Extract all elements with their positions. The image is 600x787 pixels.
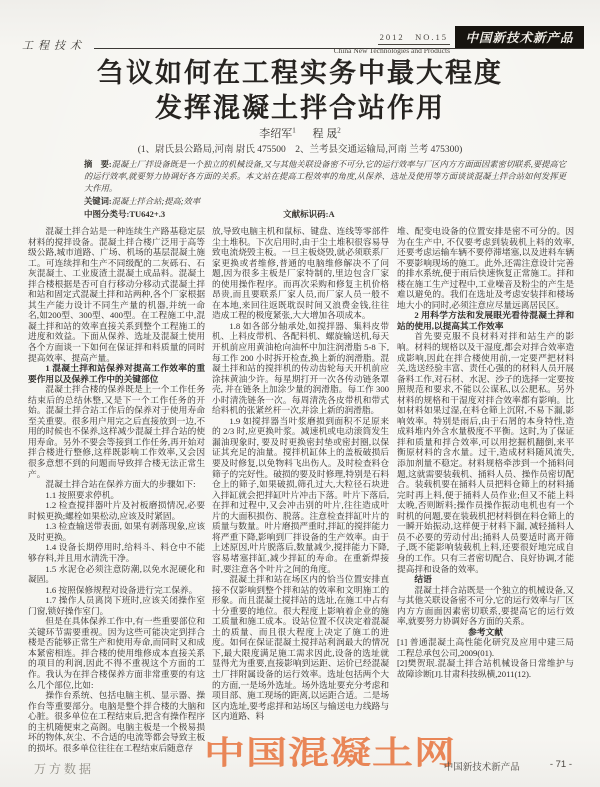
list-item-1-4: 1.4 设备长期停用时,给料斗、料仓中不能够存料,并且用水清洗干净。 <box>28 542 205 563</box>
list-item-1-3: 1.3 检查输送带表面, 如果有剥落现象,应该及时更换。 <box>28 521 205 542</box>
page-number: - 71 - <box>549 759 572 770</box>
affiliation-line: (1、尉氏县公路局,河南 尉氏 475500 2、兰考县交通运输局,河南 兰考 475300) <box>137 145 463 155</box>
body-column-2 <box>212 226 389 768</box>
issue-number: 2012 NO.15 <box>378 31 450 45</box>
clc-value: TU642+.3 <box>129 208 166 219</box>
authors-line <box>0 125 600 141</box>
issue-block <box>250 27 450 55</box>
article-title-line1: 刍议如何在工程实务中最大程度 <box>97 58 503 88</box>
list-item-1-7: 1.7 操作人员离岗下班时,应该关闭操作室门窗,锁好操作室门。 <box>28 595 205 616</box>
body-column-3 <box>397 226 574 768</box>
journal-name-badge: 中国新技术新产品 <box>455 26 584 48</box>
article-title-line2: 发挥混凝土拌合站作用 <box>155 93 445 123</box>
list-item-1-1: 1.1 按照要求停机。 <box>45 489 120 500</box>
conclusion-heading: 结语 <box>414 574 432 585</box>
clc-label: 中图分类号: <box>84 208 130 219</box>
author-2-superscript: 2 <box>337 126 341 135</box>
list-item-1-5: 1.5 水泥仓必须注意防潮,以免水泥硬化和凝固。 <box>28 563 205 585</box>
body-column-1 <box>28 226 205 768</box>
list-item-1-9: 1.9 如搅拌器当叶浆磨损到面积不足原来的 2/3 时,应更换叶浆。减速机或电动滚筒发生漏油现象时, 要及时更换密封垫或密封圈,以保证其充足的油量。搅拌机缸体上的盖板破损后要及时修复,以免物料飞出伤人。及时检查料仓筛子的完好性。破损的要及时修理,特别是石料仓上的筛子,如果破损,筛孔过大,大粒径石块进入拌缸就会把拌缸叶片冲击下落。叶片下落后,在拌和过程中,又会冲击别的叶片,往往造成叶片的大面积损伤、脱落。注意检查拌缸叶片的质量与数量。叶片磨损严重时,拌缸的搅拌能力将严重下降,影响到厂拌设备的生产效率。由于上述原因,叶片脱落后,数量减少,搅拌能力下降,容易堵塞拌缸,减少拌缸的寿命。在重新焊接时,要注意各个叶片之间的角度。 <box>212 415 389 574</box>
doc-code-label: 文献标识码: <box>283 208 329 219</box>
reference-item-2: [2]樊贺珉.混凝土拌合站机械设备日常维护与故障诊断[J].甘肃科技纵横,2011(12). <box>397 658 574 679</box>
author-1-superscript: 1 <box>292 126 296 135</box>
body-paragraph: 混凝土拌合站在保养方面大的步骤如下: <box>45 479 196 490</box>
keywords-label: 关键词: <box>84 196 112 206</box>
doc-code-value: A <box>328 208 335 219</box>
abstract-text: 混凝土厂拌设备既是一个独立的机械设备,又与其他关联设备密不可分,它的运行效率与厂区内方方面面因素密切联系,要提高它的运行效率,就要努力协调好各方面的关系。本文站在提高工程效率的角度,从保养、选址及使用等方面谈谈混凝土拌合站如何发挥更大作用。 <box>84 160 567 194</box>
journal-section-label: 工程技术 <box>22 40 86 52</box>
reference-item-1: [1] 普通混凝土高性能化研究及应用中建三局工程总承包公司,2009(01). <box>397 637 574 658</box>
keywords-line <box>84 196 566 208</box>
abstract-paragraph <box>84 159 566 196</box>
classification-line <box>84 208 566 221</box>
body-paragraph: 首先要克服不良材料对拌和站生产的影响。材料的规格以及干湿度,都会对拌合效率造成影响,因此在拌合楼使用前,一定要严把材料关,选送经验丰富、责任心强的的材料人员开展备料工作,对石材、水泥、沙子的选择一定要按照规范和要求,不能以公谋私,以公肥私。另外材料的规格和干湿度对拌合效率都有影响。比如材料如果过湿,在料仓筛上沉附,不易下漏,影响效率。特别是雨后,由于石屑的本身特性,造成料堆内外含水量极度不平衡。这时,为了保证拌和质量和拌合效率,可以用挖掘机翻倒,来平衡原材料的含水量。过干,造成材料随风流失,添加剂量不稳定。材料规格牵涉到一个捅料问题,这就需要装载机、捅料人员、操作员密切配合。装载机要在捅料人员把料仓筛上的材料捅完时再上料,便于捅料人员作业;但又不能上料太晚,否则断料;操作员操作振动电机也有一个时机的问题,要在装载机把材料倒在料仓筛上的一瞬开始振动,这样便于材料下漏, 减轻捅料人员不必要的劳动付出;捅料人员要适时离开筛子,既不能影响装载机上料,还要很好地完成自身的工作。只有三者密切配合、良好协调,才能提高拌和设备的效率。 <box>397 331 574 574</box>
list-item-1-8: 1.8 如各部分轴承处,如搅拌器、集料皮带机、上料皮带机、各配料机、螺旋输送机,每天开机前应用黄油枪向油杯中加注润滑脂 5-8 下,每工作 200 小时拆开检查,换上新的润滑脂。混凝土拌和站的搅拌机的传动齿轮每天开机前应涂抹黄油少许。每星期打开一次各传动链条罩壳, 并在链条上加涂少量的润滑脂。每工作 300 小时清洗链条一次。每周清洗各皮带机和带式给料机的张紧丝杆一次,并涂上新的润滑脂。 <box>212 320 389 416</box>
article-title <box>0 56 600 126</box>
abstract-block <box>84 159 566 221</box>
abstract-label: 摘 要: <box>84 160 112 169</box>
author-2-name: 程 晟 <box>312 128 338 140</box>
body-paragraph-continuation: 堆、配变电设备的位置安排是密不可分的。因为在生产中, 不仅要考虑到装载机上料的效率,还要考虑运输车辆不要停滞堵塞,以及进料车辆不要影响现场的施工。此外,还需注意设计完善的排水系统,便于雨后快速恢复正常施工。拌和楼在施工生产过程中,工业噪音及粉尘的产生是难以避免的。我们在选址及考虑安装拌和楼场地大小的同时,必须注意应尽量远离居民区。 <box>397 226 574 310</box>
body-paragraph-continuation: 放,导致电脑主机和鼠标、键盘、连线等零部件尘土堆积。下次启用时,由于尘土堆积很容易导致电流烧毁主板。一旦主板烧毁,就必须联系厂家更换或者维修,普通的电脑维修解决不了问题,因为很多主板是厂家特制的,里边包含厂家的使用操作程序。而再次采购和修复主机价格昂贵,而且要联系厂家人员,而厂家人员一般不在本地,来回往返既耽误时间又浪费金钱,往往造成工程的极度紧张,大大增加各项成本。 <box>212 226 389 321</box>
author-1-name: 李绍军 <box>259 128 293 140</box>
wanfang-data-mark: 万方数据 <box>34 762 95 776</box>
page-footer <box>444 759 572 773</box>
body-paragraph: 但是在具体保养工作中,有一些重要部位和关键环节需要重视。因为这些可能决定到拌合楼是否能够正常生产和使用寿命,而同时又和成本紧密相连。拌合楼的使用维修成本直接关系的项目的利润,因此不得不重视这个方面的工作。我认为在拌合楼保养方面非常重要的有这么几个部位,比如: <box>28 616 205 690</box>
section-heading-2: 2 用科学方法和发展眼光看待混凝土拌和站的使用,以提高其工作效率 <box>397 310 574 331</box>
body-paragraph: 混凝土拌和站在场区内的恰当位置安排直接不仅影响到整个拌和站的效率和文明施工的形象。而且混凝土搅拌站的选址,在施工中占有十分重要的地位。很大程度上影响着企业的施工质量和施工成本。设站位置不仅决定着混凝土的质量、而且很大程度上决定了施工的进度。如何在保证混凝土搅拌站利润最大的情况下,最大限度满足施工需求因此,设备的选址就显得尤为重要,直接影响到运距、运价已经混凝土厂拌附属设备的运行效率。选址包括两个大的方面,一是场外选址。场外选址要充分考虑和项目部、施工现场的距离,以运距合适。二是场区内选址,要考虑拌和站场区与输送电力线路与区内道路、料 <box>212 574 389 722</box>
list-item-1-2: 1.2 检查搅拌器叶片及衬板磨损情况,必要时候更换;螺栓如果松动,应该及时紧固。 <box>28 500 205 521</box>
references-heading: 参考文献 <box>468 626 503 637</box>
journal-name-english: China New Technologies and Products <box>333 46 450 55</box>
section-heading-1: 1 混凝土拌和站保养对提高工作效率的重要作用以及保养工作中的关键部位 <box>28 363 205 384</box>
body-paragraph: 混凝土拌合楼的保养既是上一个工作任务结束后的总结休整,又是下一个工作任务的开始。混凝土拌合站工作后的保养对于使用寿命至关重要。很多用户用完之后直接放到一边,不用的时候也不保养,这样减少混凝土拌合站的使用寿命。另外不要会等接到工作任务,再开始对拌合楼进行整修,这样既影响工作效率,又会因很多意想不到的问题而导致拌合楼无法正常生产。 <box>28 384 205 479</box>
conclusion-paragraph: 混凝土拌合站既是一个独立的机械设备,又与其他关联设备密不可分,它的运行效率与厂区内方方面面因素密切联系,要提高它的运行效率,就要努力协调好各方面的关系。 <box>397 584 574 627</box>
keywords-text: 混凝土拌合站;提高;效率 <box>111 196 201 206</box>
list-item-1-6: 1.6 按照保修规程对设备进行完工保养。 <box>45 584 198 595</box>
body-paragraph: 混凝土拌合站是一种连续生产路基稳定层材料的搅拌设备。混凝土拌合楼广泛用于高等级公路,城市道路、广场、机场的基层混凝土施工。可连续拌和生产不同级配的二灰砾石、石灰混凝土、工业废渣土混凝土成品料。混凝土拌合楼根据是否可自行移动分移动式混凝土拌和站和固定式混凝土拌和站两种,各个厂家根据其生产能力设计不同生产量的机器,并统一命名,如200型、300型、400型。在工程施工中,混凝土拌和站的效率直接关系到整个工程施工的进度和效益。下面从保养、选址及混凝土使用各个方面谈一下如何在保证拌和料质量的同时提高效率、提高产量。 <box>28 226 205 363</box>
footer-journal-name: 中国新技术新产品 <box>443 762 520 773</box>
body-paragraph: 操作台系统、包括电脑主机、显示器、操作台等重要部分。电脑是整个拌合楼的大脑和心脏。很多单位在工程结束后,把含有操作程序的主机随便束之高阁。电脑主板是一个极易损坏的物体,灰尘、不合适的电流等都会导致主板的损坏。很多单位往往在工程结束后随意存 <box>28 690 205 753</box>
site-watermark: 中国混凝土网 <box>204 734 456 771</box>
